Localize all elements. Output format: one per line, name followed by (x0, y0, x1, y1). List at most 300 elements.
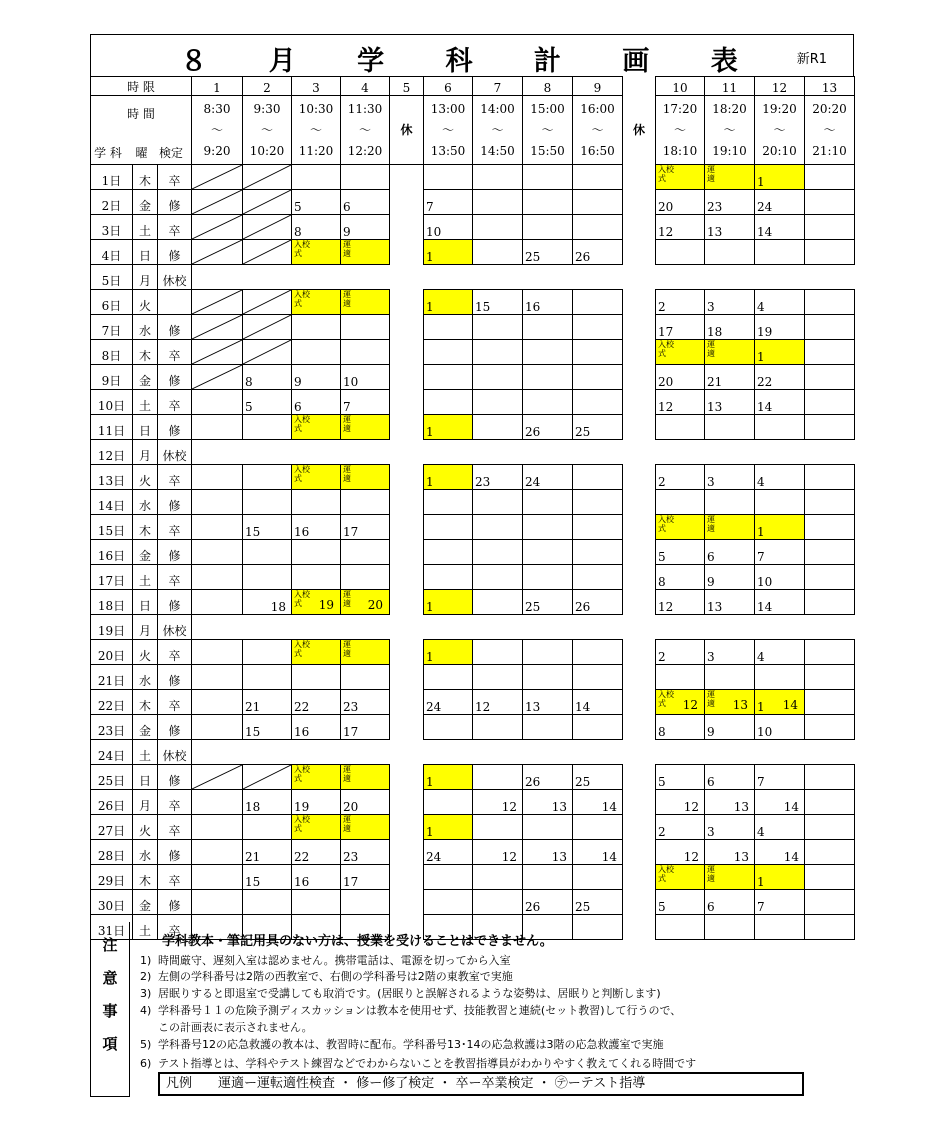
rest-column (623, 765, 656, 790)
lesson-cell: 24 (424, 690, 473, 715)
lesson-cell: 12 (656, 215, 705, 240)
empty-cell (390, 440, 424, 465)
lesson-cell (523, 715, 573, 740)
empty-cell (243, 440, 292, 465)
time-start: 10:30 (298, 101, 334, 116)
note-item: 4) 学科番号１１の危険予測ディスカッションは教本を使用せず、技能教習と連続(セット教習)して行うので、 (140, 1004, 682, 1017)
lesson-cell (192, 540, 243, 565)
period-number: 7 (473, 77, 523, 96)
diagonal-cell (192, 165, 243, 190)
exam-cell: 休校 (158, 615, 192, 640)
lesson-cell: 7 (341, 390, 390, 415)
exam-cell: 修 (158, 715, 192, 740)
lesson-cell (424, 515, 473, 540)
day-cell: 7日 (91, 315, 133, 340)
lesson-cell (424, 540, 473, 565)
unteki-label: 運 適 (343, 415, 351, 433)
day-cell: 19日 (91, 615, 133, 640)
lesson-cell (292, 540, 341, 565)
exam-cell: 修 (158, 890, 192, 915)
exam-cell: 修 (158, 315, 192, 340)
day-cell: 12日 (91, 440, 133, 465)
rest-column (390, 390, 424, 415)
diagonal-cell (243, 240, 292, 265)
lesson-cell (805, 890, 855, 915)
rest-column (623, 465, 656, 490)
rest-marker: 休 (390, 96, 424, 165)
time-tilde: ～ (773, 122, 786, 137)
empty-cell (523, 740, 573, 765)
empty-cell (573, 265, 623, 290)
lesson-cell (243, 665, 292, 690)
table-row (91, 190, 855, 215)
lesson-cell: 15 (243, 715, 292, 740)
lesson-cell (805, 690, 855, 715)
lesson-cell: 19 (755, 315, 805, 340)
lesson-cell (523, 340, 573, 365)
diagonal-cell (192, 240, 243, 265)
diagonal-cell (243, 165, 292, 190)
rest-column (390, 165, 424, 190)
exam-cell: 卒 (158, 340, 192, 365)
lesson-cell (523, 815, 573, 840)
time-range (656, 96, 705, 165)
lesson-cell (805, 190, 855, 215)
lesson-cell (805, 290, 855, 315)
nyuko-cell (292, 815, 341, 840)
unteki-cell (705, 165, 755, 190)
empty-cell (805, 615, 855, 640)
lesson-cell (705, 415, 755, 440)
nyuko-cell (656, 865, 705, 890)
time-range (341, 96, 390, 165)
weekday-cell: 木 (133, 865, 158, 890)
lesson-cell (523, 190, 573, 215)
lesson-cell: 8 (656, 565, 705, 590)
rest-column (390, 840, 424, 865)
day-cell: 6日 (91, 290, 133, 315)
lesson-cell: 12 (473, 790, 523, 815)
nyuko-label: 入校 式 (294, 465, 310, 483)
lesson-cell: 23 (473, 465, 523, 490)
diagonal-line (192, 765, 242, 789)
lesson-cell: 7 (755, 540, 805, 565)
time-start: 13:00 (430, 101, 466, 116)
weekday-cell: 金 (133, 540, 158, 565)
lesson-cell (341, 340, 390, 365)
lesson-cell (192, 865, 243, 890)
lesson-cell: 10 (755, 715, 805, 740)
lesson-cell: 17 (656, 315, 705, 340)
lesson-cell: 20 (656, 365, 705, 390)
day-cell: 9日 (91, 365, 133, 390)
lesson-cell: 13 (523, 790, 573, 815)
lesson-cell (473, 365, 523, 390)
table-row (91, 615, 855, 640)
lesson-cell (805, 515, 855, 540)
lesson-cell (243, 640, 292, 665)
rest-column (390, 715, 424, 740)
lesson-cell (192, 840, 243, 865)
lesson-cell: 1 (424, 815, 473, 840)
weekday-cell: 水 (133, 490, 158, 515)
lesson-cell (243, 415, 292, 440)
lesson-cell (424, 565, 473, 590)
empty-cell (292, 615, 341, 640)
lesson-cell (805, 590, 855, 615)
empty-cell (424, 440, 473, 465)
empty-cell (623, 265, 656, 290)
lesson-cell (424, 165, 473, 190)
exam-cell: 修 (158, 540, 192, 565)
lesson-cell: 3 (705, 290, 755, 315)
time-range (805, 96, 855, 165)
rest-column (623, 590, 656, 615)
time-tilde: ～ (723, 122, 736, 137)
lesson-cell (192, 690, 243, 715)
empty-cell (473, 615, 523, 640)
lesson-cell: 4 (755, 290, 805, 315)
rest-column (623, 215, 656, 240)
time-start: 11:30 (347, 101, 383, 116)
lesson-cell (243, 465, 292, 490)
lesson-cell: 8 (292, 215, 341, 240)
lesson-cell (341, 565, 390, 590)
time-end: 16:50 (580, 143, 615, 158)
empty-cell (755, 265, 805, 290)
rest-column (623, 515, 656, 540)
time-start: 16:00 (580, 101, 615, 116)
exam-cell: 修 (158, 665, 192, 690)
lesson-cell: 15 (473, 290, 523, 315)
lesson-cell (473, 765, 523, 790)
diagonal-cell (192, 315, 243, 340)
lesson-cell (192, 490, 243, 515)
unteki-cell (705, 690, 755, 715)
notes-side-label (90, 922, 130, 1097)
diagonal-line (192, 240, 242, 264)
lesson-cell: 1 (424, 465, 473, 490)
lesson-cell (243, 540, 292, 565)
lesson-cell: 15 (243, 865, 292, 890)
rest-column (623, 840, 656, 865)
unteki-label: 運 適 (707, 340, 715, 358)
lesson-cell (523, 565, 573, 590)
empty-cell (656, 440, 705, 465)
rest-column (623, 815, 656, 840)
lesson-cell (473, 890, 523, 915)
lesson-cell (523, 865, 573, 890)
lesson-cell (292, 165, 341, 190)
lesson-cell: 13 (523, 840, 573, 865)
diagonal-line (243, 190, 291, 214)
lesson-cell: 22 (755, 365, 805, 390)
lesson-cell (473, 865, 523, 890)
lesson-cell (473, 665, 523, 690)
lesson-cell (805, 165, 855, 190)
empty-cell (424, 740, 473, 765)
lesson-cell: 4 (755, 815, 805, 840)
rest-column (390, 565, 424, 590)
day-cell: 2日 (91, 190, 133, 215)
exam-cell: 卒 (158, 390, 192, 415)
period-number: 12 (755, 77, 805, 96)
rest-column (623, 240, 656, 265)
diagonal-line (192, 215, 242, 239)
lesson-cell (805, 640, 855, 665)
rest-column (623, 690, 656, 715)
empty-cell (523, 440, 573, 465)
day-cell: 21日 (91, 665, 133, 690)
lesson-cell: 26 (523, 890, 573, 915)
lesson-cell (573, 465, 623, 490)
legend-box: 凡例 運適ー運転適性検査 ・ 修ー修了検定 ・ 卒ー卒業検定 ・ ㋢ーテスト指導 (158, 1072, 804, 1096)
weekday-cell: 木 (133, 340, 158, 365)
lesson-cell (805, 765, 855, 790)
weekday-cell: 火 (133, 640, 158, 665)
diagonal-cell (243, 765, 292, 790)
lesson-cell: 13 (523, 690, 573, 715)
lesson-cell: 12 (656, 390, 705, 415)
empty-cell (805, 440, 855, 465)
empty-cell (341, 265, 390, 290)
lesson-cell: 14 (755, 390, 805, 415)
lesson-cell (656, 665, 705, 690)
table-row (91, 240, 855, 265)
lesson-cell: 25 (573, 415, 623, 440)
unteki-label: 運 適 (343, 590, 351, 608)
nyuko-label: 入校 式 (294, 415, 310, 433)
lesson-cell: 18 (705, 315, 755, 340)
day-cell: 24日 (91, 740, 133, 765)
weekday-cell: 日 (133, 590, 158, 615)
lesson-cell: 16 (292, 515, 341, 540)
rest-column (623, 340, 656, 365)
lesson-cell: 5 (656, 765, 705, 790)
nyuko-cell (292, 465, 341, 490)
lesson-cell (573, 490, 623, 515)
table-row (91, 315, 855, 340)
table-row (91, 340, 855, 365)
lesson-cell: 8 (656, 715, 705, 740)
notes-heading: 学科教本・筆記用具のない方は、授業を受けることはできません。 (162, 934, 553, 949)
nyuko-label: 入校 式 (294, 765, 310, 783)
rest-column (390, 815, 424, 840)
empty-cell (292, 265, 341, 290)
time-tilde: ～ (441, 122, 454, 137)
time-tilde: ～ (260, 122, 273, 137)
lesson-cell (805, 815, 855, 840)
exam-cell: 修 (158, 240, 192, 265)
lesson-cell (192, 515, 243, 540)
day-cell: 30日 (91, 890, 133, 915)
empty-cell (390, 265, 424, 290)
lesson-cell (292, 665, 341, 690)
lesson-cell: 5 (656, 890, 705, 915)
lesson-cell (805, 840, 855, 865)
lesson-cell (341, 165, 390, 190)
lesson-cell (805, 790, 855, 815)
rest-column (390, 490, 424, 515)
lesson-cell: 7 (424, 190, 473, 215)
lesson-cell: 12 (656, 840, 705, 865)
lesson-cell: 4 (755, 640, 805, 665)
table-row (91, 890, 855, 915)
lesson-cell (523, 490, 573, 515)
nyuko-label: 入校 式 (658, 690, 674, 708)
rest-column (390, 365, 424, 390)
revision-label: 新R1 (796, 52, 827, 67)
day-cell: 25日 (91, 765, 133, 790)
diagonal-cell (243, 340, 292, 365)
lesson-cell: 10 (755, 565, 805, 590)
table-row (91, 365, 855, 390)
table-row (91, 465, 855, 490)
rest-column (390, 690, 424, 715)
exam-cell: 修 (158, 190, 192, 215)
rest-column (390, 790, 424, 815)
weekday-cell: 日 (133, 240, 158, 265)
lesson-cell: 25 (523, 240, 573, 265)
nyuko-cell (292, 290, 341, 315)
lesson-cell (424, 315, 473, 340)
lesson-cell: 26 (523, 765, 573, 790)
weekday-cell: 水 (133, 665, 158, 690)
empty-cell (192, 615, 243, 640)
exam-cell: 卒 (158, 565, 192, 590)
lesson-cell (473, 540, 523, 565)
time-range (523, 96, 573, 165)
table-row (91, 415, 855, 440)
lesson-cell: 26 (573, 240, 623, 265)
time-tilde: ～ (210, 122, 223, 137)
weekday-cell: 火 (133, 290, 158, 315)
diagonal-line (243, 340, 291, 364)
lesson-cell (424, 715, 473, 740)
day-cell: 23日 (91, 715, 133, 740)
lesson-cell (292, 340, 341, 365)
day-cell: 14日 (91, 490, 133, 515)
rest-column (623, 890, 656, 915)
lesson-cell (755, 415, 805, 440)
rest-column (623, 315, 656, 340)
lesson-cell (523, 540, 573, 565)
lesson-number: 20 (367, 598, 383, 612)
day-cell: 1日 (91, 165, 133, 190)
nyuko-label: 入校 式 (294, 590, 310, 608)
note-item: 5) 学科番号12の応急救護の教本は、教習時に配布。学科番号13･14の応急救護は3階の応急救護室で実施 (140, 1038, 664, 1051)
table-row (91, 690, 855, 715)
empty-cell (292, 740, 341, 765)
table-row (91, 165, 855, 190)
exam-cell: 卒 (158, 915, 192, 940)
day-cell: 8日 (91, 340, 133, 365)
lesson-cell (523, 365, 573, 390)
lesson-cell (573, 290, 623, 315)
lesson-cell (573, 515, 623, 540)
empty-cell (473, 265, 523, 290)
lesson-number: 13 (732, 698, 748, 712)
lesson-cell (192, 590, 243, 615)
lesson-cell (192, 640, 243, 665)
lesson-cell (192, 665, 243, 690)
exam-cell: 卒 (158, 165, 192, 190)
lesson-cell (424, 790, 473, 815)
lesson-cell (292, 565, 341, 590)
unteki-cell (341, 465, 390, 490)
table-row (91, 390, 855, 415)
lesson-cell (805, 715, 855, 740)
unteki-label: 運 適 (343, 465, 351, 483)
nyuko-label: 入校 式 (294, 290, 310, 308)
lesson-cell: 24 (523, 465, 573, 490)
time-range (243, 96, 292, 165)
period-number: 5 (390, 77, 424, 96)
lesson-cell: 5 (243, 390, 292, 415)
rest-column (623, 540, 656, 565)
rest-column (623, 715, 656, 740)
weekday-cell: 日 (133, 765, 158, 790)
nyuko-label: 入校 式 (294, 815, 310, 833)
lesson-cell: 20 (656, 190, 705, 215)
empty-cell (390, 615, 424, 640)
nyuko-label: 入校 式 (658, 340, 674, 358)
empty-cell (424, 615, 473, 640)
lesson-cell: 14 (755, 790, 805, 815)
diagonal-cell (243, 315, 292, 340)
lesson-cell (473, 640, 523, 665)
time-tilde: ～ (541, 122, 554, 137)
period-number: 10 (656, 77, 705, 96)
exam-cell: 休校 (158, 440, 192, 465)
empty-cell (573, 740, 623, 765)
time-start: 20:20 (812, 101, 847, 116)
rest-column (390, 465, 424, 490)
lesson-cell: 14 (755, 590, 805, 615)
lesson-cell (243, 490, 292, 515)
unteki-label: 運 適 (343, 640, 351, 658)
exam-cell: 修 (158, 415, 192, 440)
diagonal-line (192, 315, 242, 339)
table-row (91, 815, 855, 840)
lesson-cell (573, 565, 623, 590)
exam-cell: 卒 (158, 215, 192, 240)
empty-cell (623, 615, 656, 640)
day-cell: 20日 (91, 640, 133, 665)
rest-column (623, 365, 656, 390)
lesson-cell: 21 (243, 840, 292, 865)
lesson-cell (523, 215, 573, 240)
weekday-cell: 火 (133, 815, 158, 840)
lesson-cell (473, 390, 523, 415)
period-number (623, 77, 656, 96)
period-number: 8 (523, 77, 573, 96)
diagonal-line (243, 765, 291, 789)
lesson-cell: 1 (755, 865, 805, 890)
diagonal-line (192, 340, 242, 364)
rest-column (623, 640, 656, 665)
day-cell: 29日 (91, 865, 133, 890)
lesson-cell (755, 665, 805, 690)
period-number: 2 (243, 77, 292, 96)
rest-column (390, 340, 424, 365)
period-number: 1 (192, 77, 243, 96)
day-cell: 22日 (91, 690, 133, 715)
lesson-cell (805, 215, 855, 240)
lesson-cell: 14 (573, 840, 623, 865)
empty-cell (656, 265, 705, 290)
unteki-label: 運 適 (343, 240, 351, 258)
